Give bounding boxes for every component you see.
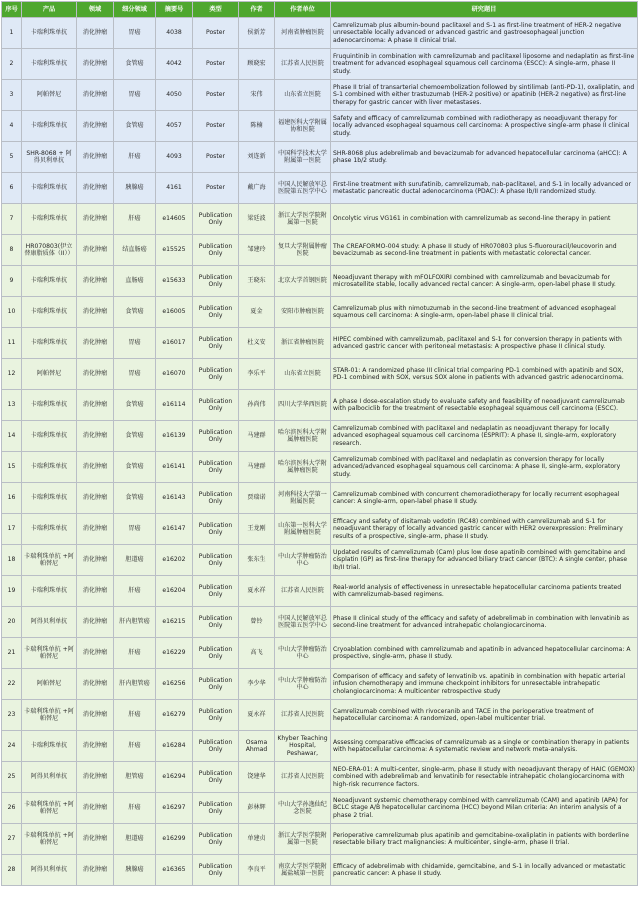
- cell-product: 阿帕替尼: [22, 80, 77, 111]
- table-row: [2, 18, 638, 49]
- cell-affiliation: 江苏省人民医院: [275, 700, 331, 731]
- cell-product: SHR-8068 + 阿得贝利单抗: [22, 142, 77, 173]
- cell-author: 马建群: [239, 452, 275, 483]
- cell-title: NEO-ERA-01: A multi-center, single-arm, phase II study with neoadjuvant therapy of HAIC (GEMOX) combined with adebrelimab and lenvatinib for resectable intrahepatic cholangiocarcinoma with high-risk recurrence factors.: [331, 762, 638, 793]
- cell-title: Efficacy and safety of disitamab vedotin (RC48) combined with camrelizumab and S-1 for neoadjuvant therapy of locally advanced gastric cancer with HER2 overexpression: Preliminary results of a prospective, single-arm, phase II study.: [331, 514, 638, 545]
- header-title: 研究题目: [331, 2, 638, 18]
- cell-abstract-no: 4042: [156, 49, 193, 80]
- cell-abstract-no: e16279: [156, 700, 193, 731]
- table-row: [2, 297, 638, 328]
- cell-author: 王龙刚: [239, 514, 275, 545]
- cell-title: Fruquintinib in combination with camrelizumab and paclitaxel liposome and nedaplatin as first-line treatment for advanced esophageal squamous cell carcinoma (ESCC): A single-arm, phase II study.: [331, 49, 638, 80]
- cell-product: 卡瑞利珠单抗: [22, 49, 77, 80]
- table-row: [2, 607, 638, 638]
- cell-subfield: 食管癌: [114, 483, 156, 514]
- table-row: [2, 235, 638, 266]
- cell-abstract-no: e16017: [156, 328, 193, 359]
- cell-no: 14: [2, 421, 22, 452]
- header-field: 领域: [77, 2, 114, 18]
- cell-subfield: 结直肠癌: [114, 235, 156, 266]
- cell-product: 卡瑞利珠单抗: [22, 297, 77, 328]
- cell-author: 杜义安: [239, 328, 275, 359]
- cell-affiliation: 山东第一医科大学附属肿瘤医院: [275, 514, 331, 545]
- table-row: [2, 390, 638, 421]
- cell-field: 消化肿瘤: [77, 483, 114, 514]
- cell-affiliation: 中国人民解放军总医院第五医学中心: [275, 607, 331, 638]
- cell-title: Real-world analysis of effectiveness in unresectable hepatocellular carcinoma patients treated with camrelizumab-based regimens.: [331, 576, 638, 607]
- table-row: [2, 421, 638, 452]
- cell-author: 陈楠: [239, 111, 275, 142]
- cell-abstract-no: e16139: [156, 421, 193, 452]
- table-row: [2, 204, 638, 235]
- cell-field: 消化肿瘤: [77, 669, 114, 700]
- cell-subfield: 胃癌: [114, 359, 156, 390]
- cell-subfield: 肝癌: [114, 731, 156, 762]
- cell-title: The CREAFORMO-004 study: A phase II study of HR070803 plus 5-fluorouracil/leucovorin and bevacizumab as second-line treatment in patients with metastatic colorectal cancer.: [331, 235, 638, 266]
- cell-no: 2: [2, 49, 22, 80]
- cell-title: Camrelizumab combined with paclitaxel and nedaplatin as conversion therapy for locally advanced/advanced esophageal squamous cell carcinoma: A phase II, single-arm, exploratory study.: [331, 452, 638, 483]
- table-row: [2, 669, 638, 700]
- cell-abstract-no: e16365: [156, 855, 193, 886]
- cell-product: 卡瑞利珠单抗: [22, 111, 77, 142]
- cell-no: 23: [2, 700, 22, 731]
- cell-affiliation: 安阳市肿瘤医院: [275, 297, 331, 328]
- cell-affiliation: 北京大学首钢医院: [275, 266, 331, 297]
- header-author: 作者: [239, 2, 275, 18]
- cell-field: 消化肿瘤: [77, 111, 114, 142]
- header-type: 类型: [193, 2, 239, 18]
- cell-subfield: 胃癌: [114, 328, 156, 359]
- cell-author: 王晓东: [239, 266, 275, 297]
- cell-author: 宋伟: [239, 80, 275, 111]
- cell-type: Publication Only: [193, 607, 239, 638]
- cell-type: Publication Only: [193, 452, 239, 483]
- cell-affiliation: 中国科学技术大学附属第一医院: [275, 142, 331, 173]
- cell-author: 戴广海: [239, 173, 275, 204]
- cell-field: 消化肿瘤: [77, 452, 114, 483]
- cell-field: 消化肿瘤: [77, 607, 114, 638]
- cell-abstract-no: e16215: [156, 607, 193, 638]
- table-row: [2, 111, 638, 142]
- cell-field: 消化肿瘤: [77, 204, 114, 235]
- header-subfield: 细分领域: [114, 2, 156, 18]
- cell-field: 消化肿瘤: [77, 731, 114, 762]
- cell-author: Osama Ahmad: [239, 731, 275, 762]
- cell-type: Publication Only: [193, 793, 239, 824]
- cell-type: Publication Only: [193, 359, 239, 390]
- cell-abstract-no: e16204: [156, 576, 193, 607]
- cell-no: 19: [2, 576, 22, 607]
- cell-title: Assessing comparative efficacies of camrelizumab as a single or combination therapy in patients with hepatocellular carcinoma: A systematic review and network meta-analysis.: [331, 731, 638, 762]
- cell-field: 消化肿瘤: [77, 173, 114, 204]
- cell-no: 12: [2, 359, 22, 390]
- cell-affiliation: 四川大学华西医院: [275, 390, 331, 421]
- cell-affiliation: 福建医科大学附属协和医院: [275, 111, 331, 142]
- cell-product: 卡瑞利珠单抗: [22, 483, 77, 514]
- cell-product: 卡瑞利珠单抗: [22, 731, 77, 762]
- cell-field: 消化肿瘤: [77, 855, 114, 886]
- cell-affiliation: 哈尔滨医科大学附属肿瘤医院: [275, 452, 331, 483]
- cell-no: 7: [2, 204, 22, 235]
- cell-type: Publication Only: [193, 297, 239, 328]
- cell-author: 刘连新: [239, 142, 275, 173]
- cell-product: 卡瑞利珠单抗 +阿帕替尼: [22, 824, 77, 855]
- cell-title: Camrelizumab combined with concurrent chemoradiotherapy for locally recurrent esophageal cancer: A single-arm, open-label phase II study.: [331, 483, 638, 514]
- cell-subfield: 胆管癌: [114, 762, 156, 793]
- cell-affiliation: 中山大学肿瘤防治中心: [275, 545, 331, 576]
- cell-abstract-no: e16005: [156, 297, 193, 328]
- cell-no: 17: [2, 514, 22, 545]
- abstract-table: [1, 1, 638, 886]
- cell-subfield: 胰腺癌: [114, 855, 156, 886]
- cell-product: 卡瑞利珠单抗: [22, 18, 77, 49]
- cell-abstract-no: e16141: [156, 452, 193, 483]
- cell-abstract-no: e16147: [156, 514, 193, 545]
- cell-no: 26: [2, 793, 22, 824]
- table-row: [2, 483, 638, 514]
- cell-field: 消化肿瘤: [77, 142, 114, 173]
- cell-product: 卡瑞利珠单抗: [22, 390, 77, 421]
- cell-author: 李少华: [239, 669, 275, 700]
- cell-subfield: 胆道癌: [114, 545, 156, 576]
- cell-product: 阿帕替尼: [22, 669, 77, 700]
- cell-no: 20: [2, 607, 22, 638]
- cell-type: Publication Only: [193, 328, 239, 359]
- cell-abstract-no: e16202: [156, 545, 193, 576]
- cell-field: 消化肿瘤: [77, 49, 114, 80]
- table-row: [2, 793, 638, 824]
- cell-title: Perioperative camrelizumab plus apatinib and gemcitabine-oxaliplatin in patients with borderline resectable biliary tract malignancies: A multicenter, single-arm, phase II trial.: [331, 824, 638, 855]
- cell-type: Poster: [193, 173, 239, 204]
- cell-subfield: 胆道癌: [114, 824, 156, 855]
- cell-type: Publication Only: [193, 700, 239, 731]
- cell-subfield: 直肠癌: [114, 266, 156, 297]
- cell-no: 3: [2, 80, 22, 111]
- cell-product: 卡瑞利珠单抗: [22, 328, 77, 359]
- cell-no: 27: [2, 824, 22, 855]
- cell-no: 28: [2, 855, 22, 886]
- cell-subfield: 肝癌: [114, 638, 156, 669]
- cell-field: 消化肿瘤: [77, 18, 114, 49]
- table-row: [2, 266, 638, 297]
- cell-subfield: 胃癌: [114, 80, 156, 111]
- table-row: [2, 452, 638, 483]
- cell-no: 13: [2, 390, 22, 421]
- cell-subfield: 胰腺癌: [114, 173, 156, 204]
- cell-abstract-no: e16070: [156, 359, 193, 390]
- header-product: 产品: [22, 2, 77, 18]
- cell-type: Publication Only: [193, 855, 239, 886]
- table-row: [2, 49, 638, 80]
- table-row: [2, 700, 638, 731]
- cell-field: 消化肿瘤: [77, 762, 114, 793]
- table-row: [2, 824, 638, 855]
- cell-abstract-no: e16297: [156, 793, 193, 824]
- cell-title: SHR-8068 plus adebrelimab and bevacizumab for advanced hepatocellular carcinoma (aHCC): A phase 1b/2 study.: [331, 142, 638, 173]
- cell-author: 贾瑞诺: [239, 483, 275, 514]
- table-header-row: [2, 2, 638, 18]
- cell-author: 彭林辉: [239, 793, 275, 824]
- cell-type: Publication Only: [193, 483, 239, 514]
- cell-abstract-no: e16229: [156, 638, 193, 669]
- cell-affiliation: 江苏省人民医院: [275, 762, 331, 793]
- cell-no: 1: [2, 18, 22, 49]
- cell-title: A phase I dose-escalation study to evaluate safety and feasibility of neoadjuvant camrelizumab with palbociclib for the treatment of resectable esophageal squamous cell carcinoma (ESCC).: [331, 390, 638, 421]
- cell-product: 阿得贝利单抗: [22, 855, 77, 886]
- cell-affiliation: 中山大学孙逸仙纪念医院: [275, 793, 331, 824]
- cell-field: 消化肿瘤: [77, 297, 114, 328]
- cell-product: 卡瑞利珠单抗 +阿帕替尼: [22, 793, 77, 824]
- cell-field: 消化肿瘤: [77, 80, 114, 111]
- cell-affiliation: 中山大学肿瘤防治中心: [275, 638, 331, 669]
- cell-affiliation: 浙江大学医学院附属第一医院: [275, 824, 331, 855]
- cell-abstract-no: e16294: [156, 762, 193, 793]
- cell-title: Oncolytic virus VG161 in combination with camrelizumab as second-line therapy in patient: [331, 204, 638, 235]
- cell-affiliation: 中国人民解放军总医院第五医学中心: [275, 173, 331, 204]
- cell-author: 邹建玲: [239, 235, 275, 266]
- cell-no: 10: [2, 297, 22, 328]
- cell-subfield: 肝癌: [114, 142, 156, 173]
- cell-field: 消化肿瘤: [77, 390, 114, 421]
- cell-product: HR070803(伊立替康脂质体（II））: [22, 235, 77, 266]
- cell-field: 消化肿瘤: [77, 266, 114, 297]
- cell-no: 4: [2, 111, 22, 142]
- cell-subfield: 肝内胆管癌: [114, 669, 156, 700]
- table-row: [2, 762, 638, 793]
- cell-author: 侯新芳: [239, 18, 275, 49]
- cell-subfield: 肝癌: [114, 700, 156, 731]
- cell-type: Publication Only: [193, 762, 239, 793]
- cell-abstract-no: e14605: [156, 204, 193, 235]
- cell-author: 单建贞: [239, 824, 275, 855]
- cell-subfield: 肝癌: [114, 793, 156, 824]
- cell-author: 李良平: [239, 855, 275, 886]
- cell-abstract-no: 4038: [156, 18, 193, 49]
- cell-no: 9: [2, 266, 22, 297]
- cell-affiliation: 浙江省肿瘤医院: [275, 328, 331, 359]
- table-row: [2, 80, 638, 111]
- cell-field: 消化肿瘤: [77, 576, 114, 607]
- cell-product: 阿得贝利单抗: [22, 762, 77, 793]
- cell-type: Publication Only: [193, 204, 239, 235]
- cell-abstract-no: 4161: [156, 173, 193, 204]
- cell-author: 顾晓宏: [239, 49, 275, 80]
- cell-type: Publication Only: [193, 576, 239, 607]
- cell-title: Neoadjuvant systemic chemotherapy combined with camrelizumab (CAM) and apatinib (APA) for BCLC stage A/B hepatocellular carcinoma (HCC) beyond Milan criteria: An interim analysis of a phase 2 trial.: [331, 793, 638, 824]
- cell-product: 卡瑞利珠单抗 +阿帕替尼: [22, 638, 77, 669]
- cell-type: Publication Only: [193, 421, 239, 452]
- cell-product: 卡瑞利珠单抗: [22, 514, 77, 545]
- cell-affiliation: 河南科技大学第一附属医院: [275, 483, 331, 514]
- cell-product: 阿得贝利单抗: [22, 607, 77, 638]
- cell-title: Camrelizumab combined with paclitaxel and nedaplatin as neoadjuvant therapy for locally advanced esophageal squamous cell carcinoma (ESPRIT): A phase II, single-arm, exploratory research.: [331, 421, 638, 452]
- header-affiliation: 作者单位: [275, 2, 331, 18]
- cell-product: 卡瑞利珠单抗: [22, 452, 77, 483]
- cell-no: 24: [2, 731, 22, 762]
- cell-product: 卡瑞利珠单抗: [22, 576, 77, 607]
- cell-type: Publication Only: [193, 669, 239, 700]
- cell-no: 21: [2, 638, 22, 669]
- cell-field: 消化肿瘤: [77, 545, 114, 576]
- cell-type: Publication Only: [193, 266, 239, 297]
- cell-author: 夏永祥: [239, 700, 275, 731]
- cell-abstract-no: 4093: [156, 142, 193, 173]
- cell-type: Poster: [193, 49, 239, 80]
- cell-title: Camrelizumab combined with rivoceranib and TACE in the perioperative treatment of hepatocellular carcinoma: A randomized, open-label multicenter trial.: [331, 700, 638, 731]
- cell-affiliation: 中山大学肿瘤防治中心: [275, 669, 331, 700]
- cell-affiliation: 哈尔滨医科大学附属肿瘤医院: [275, 421, 331, 452]
- cell-no: 11: [2, 328, 22, 359]
- cell-affiliation: 南京大学医学院附属盐城第一医院: [275, 855, 331, 886]
- table-row: [2, 545, 638, 576]
- cell-subfield: 胃癌: [114, 514, 156, 545]
- cell-subfield: 食管癌: [114, 297, 156, 328]
- cell-field: 消化肿瘤: [77, 824, 114, 855]
- cell-no: 8: [2, 235, 22, 266]
- cell-abstract-no: 4057: [156, 111, 193, 142]
- cell-product: 卡瑞利珠单抗 +阿帕替尼: [22, 700, 77, 731]
- cell-subfield: 食管癌: [114, 111, 156, 142]
- cell-field: 消化肿瘤: [77, 514, 114, 545]
- cell-abstract-no: e16299: [156, 824, 193, 855]
- cell-no: 5: [2, 142, 22, 173]
- cell-abstract-no: e16284: [156, 731, 193, 762]
- table-row: [2, 638, 638, 669]
- cell-no: 16: [2, 483, 22, 514]
- cell-type: Publication Only: [193, 235, 239, 266]
- cell-author: 李乐平: [239, 359, 275, 390]
- cell-product: 阿帕替尼: [22, 359, 77, 390]
- cell-no: 22: [2, 669, 22, 700]
- cell-type: Poster: [193, 18, 239, 49]
- cell-abstract-no: e16143: [156, 483, 193, 514]
- cell-no: 25: [2, 762, 22, 793]
- cell-type: Poster: [193, 111, 239, 142]
- cell-abstract-no: e15525: [156, 235, 193, 266]
- cell-subfield: 肝内胆管癌: [114, 607, 156, 638]
- cell-subfield: 食管癌: [114, 49, 156, 80]
- cell-author: 马建群: [239, 421, 275, 452]
- cell-field: 消化肿瘤: [77, 421, 114, 452]
- cell-affiliation: 山东省立医院: [275, 359, 331, 390]
- cell-product: 卡瑞利珠单抗: [22, 421, 77, 452]
- cell-subfield: 食管癌: [114, 452, 156, 483]
- cell-no: 6: [2, 173, 22, 204]
- cell-subfield: 食管癌: [114, 421, 156, 452]
- cell-subfield: 肝癌: [114, 576, 156, 607]
- cell-field: 消化肿瘤: [77, 328, 114, 359]
- cell-title: Camrelizumab plus with nimotuzumab in the second-line treatment of advanced esophageal squamous cell carcinoma: A single-arm, open-label phase II clinical trial.: [331, 297, 638, 328]
- table-row: [2, 855, 638, 886]
- cell-product: 卡瑞利珠单抗 +阿帕替尼: [22, 545, 77, 576]
- cell-no: 15: [2, 452, 22, 483]
- table-row: [2, 359, 638, 390]
- table-row: [2, 576, 638, 607]
- cell-field: 消化肿瘤: [77, 359, 114, 390]
- cell-affiliation: 山东省立医院: [275, 80, 331, 111]
- table-row: [2, 514, 638, 545]
- cell-title: Efficacy of adebrelimab with chidamide, gemcitabine, and S-1 in locally advanced or metastatic pancreatic cancer: A phase II study.: [331, 855, 638, 886]
- cell-title: Neoadjuvant therapy with mFOLFOXIRI combined with camrelizumab and bevacizumab for microsatellite stable, locally advanced rectal cancer: A single-arm, open-label phase II study.: [331, 266, 638, 297]
- cell-field: 消化肿瘤: [77, 638, 114, 669]
- cell-no: 18: [2, 545, 22, 576]
- cell-author: 孙尚伟: [239, 390, 275, 421]
- cell-abstract-no: e16256: [156, 669, 193, 700]
- header-no: 序号: [2, 2, 22, 18]
- cell-type: Publication Only: [193, 390, 239, 421]
- cell-title: Camrelizumab plus albumin-bound paclitaxel and S-1 as first-line treatment of HER-2 negative unresectable locally advanced or advanced gastric and gastroesophageal junction adenocarcinoma: A phase II clinical trial.: [331, 18, 638, 49]
- cell-product: 卡瑞利珠单抗: [22, 266, 77, 297]
- cell-abstract-no: e15633: [156, 266, 193, 297]
- cell-author: 曾铃: [239, 607, 275, 638]
- cell-author: 张东生: [239, 545, 275, 576]
- cell-product: 卡瑞利珠单抗: [22, 173, 77, 204]
- cell-title: STAR-01: A randomized phase III clinical trial comparing PD-1 combined with apatinib and SOX, PD-1 combined with SOX, versus SOX alone in patients with advanced gastric adenocarcinoma.: [331, 359, 638, 390]
- cell-affiliation: 浙江大学医学院附属第一医院: [275, 204, 331, 235]
- cell-type: Publication Only: [193, 731, 239, 762]
- header-abstract-no: 摘要号: [156, 2, 193, 18]
- cell-title: First-line treatment with surufatinib, camrelizumab, nab-paclitaxel, and S-1 in locally advanced or metastatic pancreatic ductal adenocarcinoma (PDAC): A phase Ib/II randomized study.: [331, 173, 638, 204]
- table-row: [2, 328, 638, 359]
- cell-title: Comparison of efficacy and safety of lenvatinib vs. apatinib in combination with hepatic arterial infusion chemotherapy and immune checkpoint inhibitors for unresectable intrahepatic cholangiocarcinoma: A multicenter retrospective study: [331, 669, 638, 700]
- cell-abstract-no: e16114: [156, 390, 193, 421]
- cell-title: Updated results of camrelizumab (Cam) plus low dose apatinib combined with gemcitabine and cisplatin (GP) as first-line therapy for advanced biliary tract cancer (BTC): A single center, phase Ib/II trial.: [331, 545, 638, 576]
- cell-type: Publication Only: [193, 824, 239, 855]
- cell-author: 夏永祥: [239, 576, 275, 607]
- cell-type: Publication Only: [193, 638, 239, 669]
- cell-affiliation: 河南省肿瘤医院: [275, 18, 331, 49]
- cell-type: Poster: [193, 80, 239, 111]
- cell-type: Poster: [193, 142, 239, 173]
- cell-subfield: 肝癌: [114, 204, 156, 235]
- table-row: [2, 142, 638, 173]
- cell-subfield: 食管癌: [114, 390, 156, 421]
- cell-affiliation: 江苏省人民医院: [275, 49, 331, 80]
- cell-type: Publication Only: [193, 545, 239, 576]
- cell-product: 卡瑞利珠单抗: [22, 204, 77, 235]
- cell-abstract-no: 4050: [156, 80, 193, 111]
- cell-affiliation: Khyber Teaching Hospital, Peshawar,: [275, 731, 331, 762]
- cell-field: 消化肿瘤: [77, 793, 114, 824]
- cell-author: 夏金: [239, 297, 275, 328]
- cell-author: 梁廷波: [239, 204, 275, 235]
- cell-subfield: 胃癌: [114, 18, 156, 49]
- cell-field: 消化肿瘤: [77, 235, 114, 266]
- cell-title: Safety and efficacy of camrelizumab combined with radiotherapy as neoadjuvant therapy for locally advanced esophageal squamous cell carcinoma: A prospective single-arm phase II clinical study.: [331, 111, 638, 142]
- cell-title: Cryoablation combined with camrelizumab and apatinib in advanced hepatocellular carcinoma: A prospective, single-arm, phase II study.: [331, 638, 638, 669]
- cell-type: Publication Only: [193, 514, 239, 545]
- cell-author: 饶建华: [239, 762, 275, 793]
- table-row: [2, 731, 638, 762]
- cell-title: Phase II clinical study of the efficacy and safety of adebrelimab in combination with lenvatinib as second-line treatment for advanced intrahepatic cholangiocarcinoma.: [331, 607, 638, 638]
- table-row: [2, 173, 638, 204]
- cell-title: Phase II trial of transarterial chemoembolization followed by sintilimab (anti-PD-1), oxaliplatin, and S-1 combined with either trastuzumab (HER-2 positive) or apatinib (HER-2 negative) as first-line therapy for gastric cancer with liver metastases.: [331, 80, 638, 111]
- cell-title: HIPEC combined with camrelizumab, paclitaxel and S-1 for conversion therapy in patients with advanced gastric cancer with peritoneal metastasis: A prospective phase II clinical study.: [331, 328, 638, 359]
- cell-affiliation: 江苏省人民医院: [275, 576, 331, 607]
- cell-field: 消化肿瘤: [77, 700, 114, 731]
- cell-affiliation: 复旦大学附属肿瘤医院: [275, 235, 331, 266]
- cell-author: 高飞: [239, 638, 275, 669]
